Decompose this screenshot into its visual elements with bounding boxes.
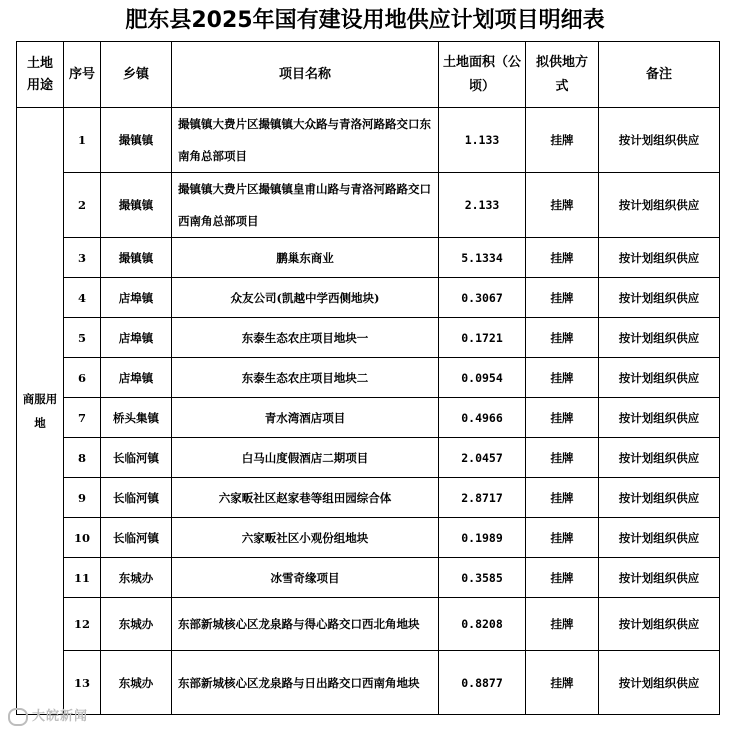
watermark-logo-icon — [8, 708, 28, 726]
header-seq: 序号 — [64, 42, 101, 108]
note-cell: 按计划组织供应 — [599, 238, 720, 278]
name-cell: 东部新城核心区龙泉路与得心路交口西北角地块 — [172, 598, 439, 651]
table-row — [17, 518, 720, 558]
town-cell: 桥头集镇 — [101, 398, 172, 438]
method-cell: 挂牌 — [526, 318, 599, 358]
method-cell: 挂牌 — [526, 173, 599, 238]
area-cell: 0.1721 — [439, 318, 526, 358]
name-cell: 东泰生态农庄项目地块一 — [172, 318, 439, 358]
table-row — [17, 318, 720, 358]
town-cell: 店埠镇 — [101, 278, 172, 318]
table-row — [17, 438, 720, 478]
note-cell: 按计划组织供应 — [599, 558, 720, 598]
name-cell: 鹏巢东商业 — [172, 238, 439, 278]
note-cell: 按计划组织供应 — [599, 478, 720, 518]
seq-cell: 7 — [64, 398, 101, 438]
area-cell: 2.8717 — [439, 478, 526, 518]
town-cell: 店埠镇 — [101, 358, 172, 398]
town-cell: 长临河镇 — [101, 438, 172, 478]
usage-cell: 商服用地 — [17, 108, 64, 715]
table-row — [17, 651, 720, 715]
header-town: 乡镇 — [101, 42, 172, 108]
header-method: 拟供地方式 — [526, 42, 599, 108]
area-cell: 0.8208 — [439, 598, 526, 651]
header-area: 土地面积（公顷） — [439, 42, 526, 108]
note-cell: 按计划组织供应 — [599, 518, 720, 558]
seq-cell: 12 — [64, 598, 101, 651]
area-cell: 5.1334 — [439, 238, 526, 278]
method-cell: 挂牌 — [526, 598, 599, 651]
note-cell: 按计划组织供应 — [599, 173, 720, 238]
area-cell: 0.1989 — [439, 518, 526, 558]
seq-cell: 2 — [64, 173, 101, 238]
table-row — [17, 558, 720, 598]
town-cell: 撮镇镇 — [101, 238, 172, 278]
method-cell: 挂牌 — [526, 278, 599, 318]
town-cell: 长临河镇 — [101, 518, 172, 558]
note-cell: 按计划组织供应 — [599, 651, 720, 715]
area-cell: 0.3585 — [439, 558, 526, 598]
seq-cell: 13 — [64, 651, 101, 715]
name-cell: 撮镇镇大费片区撮镇镇皇甫山路与青洛河路路交口西南角总部项目 — [172, 173, 439, 238]
name-cell: 六家畈社区赵家巷等组田园综合体 — [172, 478, 439, 518]
header-row — [17, 42, 720, 108]
town-cell: 撮镇镇 — [101, 173, 172, 238]
page-title: 肥东县2025年国有建设用地供应计划项目明细表 — [125, 8, 605, 33]
watermark-text: 大皖新闻 — [32, 709, 89, 724]
name-cell: 白马山度假酒店二期项目 — [172, 438, 439, 478]
seq-cell: 10 — [64, 518, 101, 558]
area-cell: 2.0457 — [439, 438, 526, 478]
table-row — [17, 278, 720, 318]
header-usage: 土地用途 — [17, 42, 64, 108]
method-cell: 挂牌 — [526, 358, 599, 398]
town-cell: 东城办 — [101, 651, 172, 715]
watermark — [8, 705, 88, 726]
town-cell: 东城办 — [101, 558, 172, 598]
town-cell: 店埠镇 — [101, 318, 172, 358]
name-cell: 东部新城核心区龙泉路与日出路交口西南角地块 — [172, 651, 439, 715]
town-cell: 撮镇镇 — [101, 108, 172, 173]
method-cell: 挂牌 — [526, 438, 599, 478]
seq-cell: 5 — [64, 318, 101, 358]
name-cell: 冰雪奇缘项目 — [172, 558, 439, 598]
area-cell: 0.4966 — [439, 398, 526, 438]
method-cell: 挂牌 — [526, 108, 599, 173]
seq-cell: 4 — [64, 278, 101, 318]
note-cell: 按计划组织供应 — [599, 438, 720, 478]
name-cell: 青水湾酒店项目 — [172, 398, 439, 438]
name-cell: 东泰生态农庄项目地块二 — [172, 358, 439, 398]
method-cell: 挂牌 — [526, 398, 599, 438]
note-cell: 按计划组织供应 — [599, 318, 720, 358]
note-cell: 按计划组织供应 — [599, 598, 720, 651]
header-note: 备注 — [599, 42, 720, 108]
table-row — [17, 398, 720, 438]
area-cell: 0.8877 — [439, 651, 526, 715]
name-cell: 众友公司(凯越中学西侧地块) — [172, 278, 439, 318]
seq-cell: 8 — [64, 438, 101, 478]
area-cell: 0.3067 — [439, 278, 526, 318]
seq-cell: 11 — [64, 558, 101, 598]
table-row — [17, 478, 720, 518]
seq-cell: 6 — [64, 358, 101, 398]
name-cell: 撮镇镇大费片区撮镇镇大众路与青洛河路路交口东南角总部项目 — [172, 108, 439, 173]
town-cell: 长临河镇 — [101, 478, 172, 518]
method-cell: 挂牌 — [526, 651, 599, 715]
method-cell: 挂牌 — [526, 238, 599, 278]
method-cell: 挂牌 — [526, 558, 599, 598]
table-row — [17, 358, 720, 398]
header-name: 项目名称 — [172, 42, 439, 108]
note-cell: 按计划组织供应 — [599, 278, 720, 318]
table-row — [17, 238, 720, 278]
table-row — [17, 173, 720, 238]
table-row — [17, 108, 720, 173]
area-cell: 0.0954 — [439, 358, 526, 398]
method-cell: 挂牌 — [526, 518, 599, 558]
note-cell: 按计划组织供应 — [599, 398, 720, 438]
note-cell: 按计划组织供应 — [599, 358, 720, 398]
town-cell: 东城办 — [101, 598, 172, 651]
area-cell: 1.133 — [439, 108, 526, 173]
table-row — [17, 598, 720, 651]
seq-cell: 9 — [64, 478, 101, 518]
method-cell: 挂牌 — [526, 478, 599, 518]
name-cell: 六家畈社区小观份组地块 — [172, 518, 439, 558]
plan-table — [16, 41, 720, 715]
seq-cell: 3 — [64, 238, 101, 278]
note-cell: 按计划组织供应 — [599, 108, 720, 173]
area-cell: 2.133 — [439, 173, 526, 238]
seq-cell: 1 — [64, 108, 101, 173]
